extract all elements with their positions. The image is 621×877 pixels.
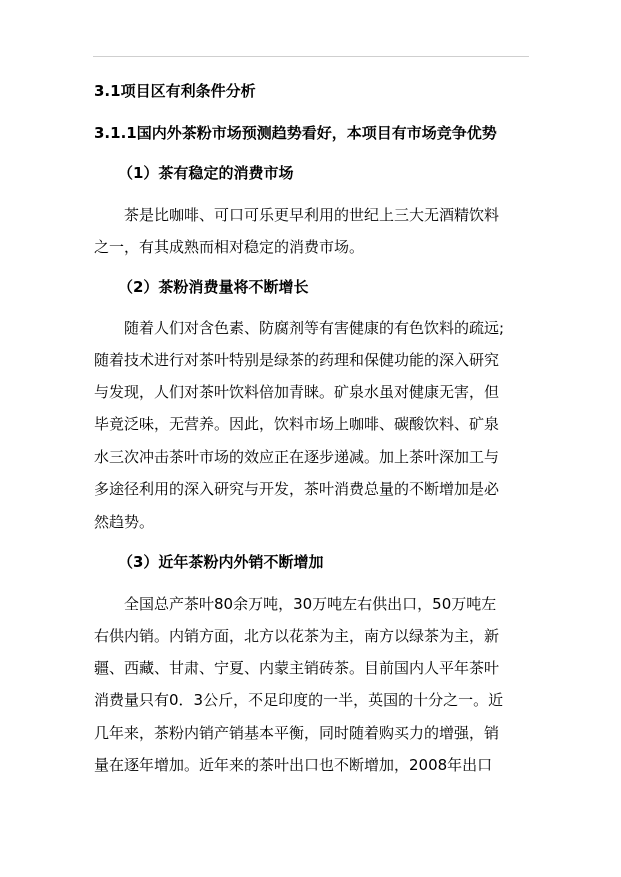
paragraph-line: 然趋势。 [94, 513, 155, 531]
paragraph-line: 随着技术进行对茶叶特别是绿茶的药理和保健功能的深入研究 [94, 351, 500, 369]
item-heading-2: （2）茶粉消费量将不断增长 [118, 278, 309, 296]
item-heading-3: （3）近年茶粉内外销不断增加 [118, 553, 324, 571]
paragraph-line: 随着人们对含色素、防腐剂等有害健康的有色饮料的疏远; [124, 319, 505, 337]
paragraph-line: 消费量只有0．3公斤，不足印度的一半，英国的十分之一。近 [94, 691, 504, 709]
paragraph-line: 与发现，人们对茶叶饮料倍加青睐。矿泉水虽对健康无害，但 [94, 383, 500, 401]
paragraph-line: 右供内销。内销方面，北方以花茶为主，南方以绿茶为主，新 [94, 627, 500, 645]
paragraph-line: 量在逐年增加。近年来的茶叶出口也不断增加，2008年出口 [94, 756, 493, 774]
subsection-heading: 3.1.1国内外茶粉市场预测趋势看好，本项目有市场竞争优势 [94, 124, 497, 142]
paragraph-line: 水三次冲击茶叶市场的效应正在逐步递减。加上茶叶深加工与 [94, 448, 500, 466]
paragraph-line: 之一，有其成熟而相对稳定的消费市场。 [94, 238, 365, 256]
item-heading-1: （1）茶有稳定的消费市场 [118, 164, 294, 182]
paragraph-line: 多途径利用的深入研究与开发，茶叶消费总量的不断增加是必 [94, 480, 500, 498]
paragraph-line: 疆、西藏、甘肃、宁夏、内蒙主销砖茶。目前国内人平年茶叶 [94, 659, 500, 677]
paragraph-line: 毕竟泛味，无营养。因此，饮料市场上咖啡、碳酸饮料、矿泉 [94, 415, 500, 433]
paragraph-line: 茶是比咖啡、可口可乐更早利用的世纪上三大无酒精饮料 [124, 206, 500, 224]
paragraph-line: 全国总产茶叶80余万吨，30万吨左右供出口，50万吨左 [124, 595, 497, 613]
paragraph-line: 几年来，茶粉内销产销基本平衡，同时随着购买力的增强，销 [94, 724, 500, 742]
section-heading: 3.1项目区有利条件分析 [94, 82, 256, 100]
header-rule [93, 56, 529, 57]
